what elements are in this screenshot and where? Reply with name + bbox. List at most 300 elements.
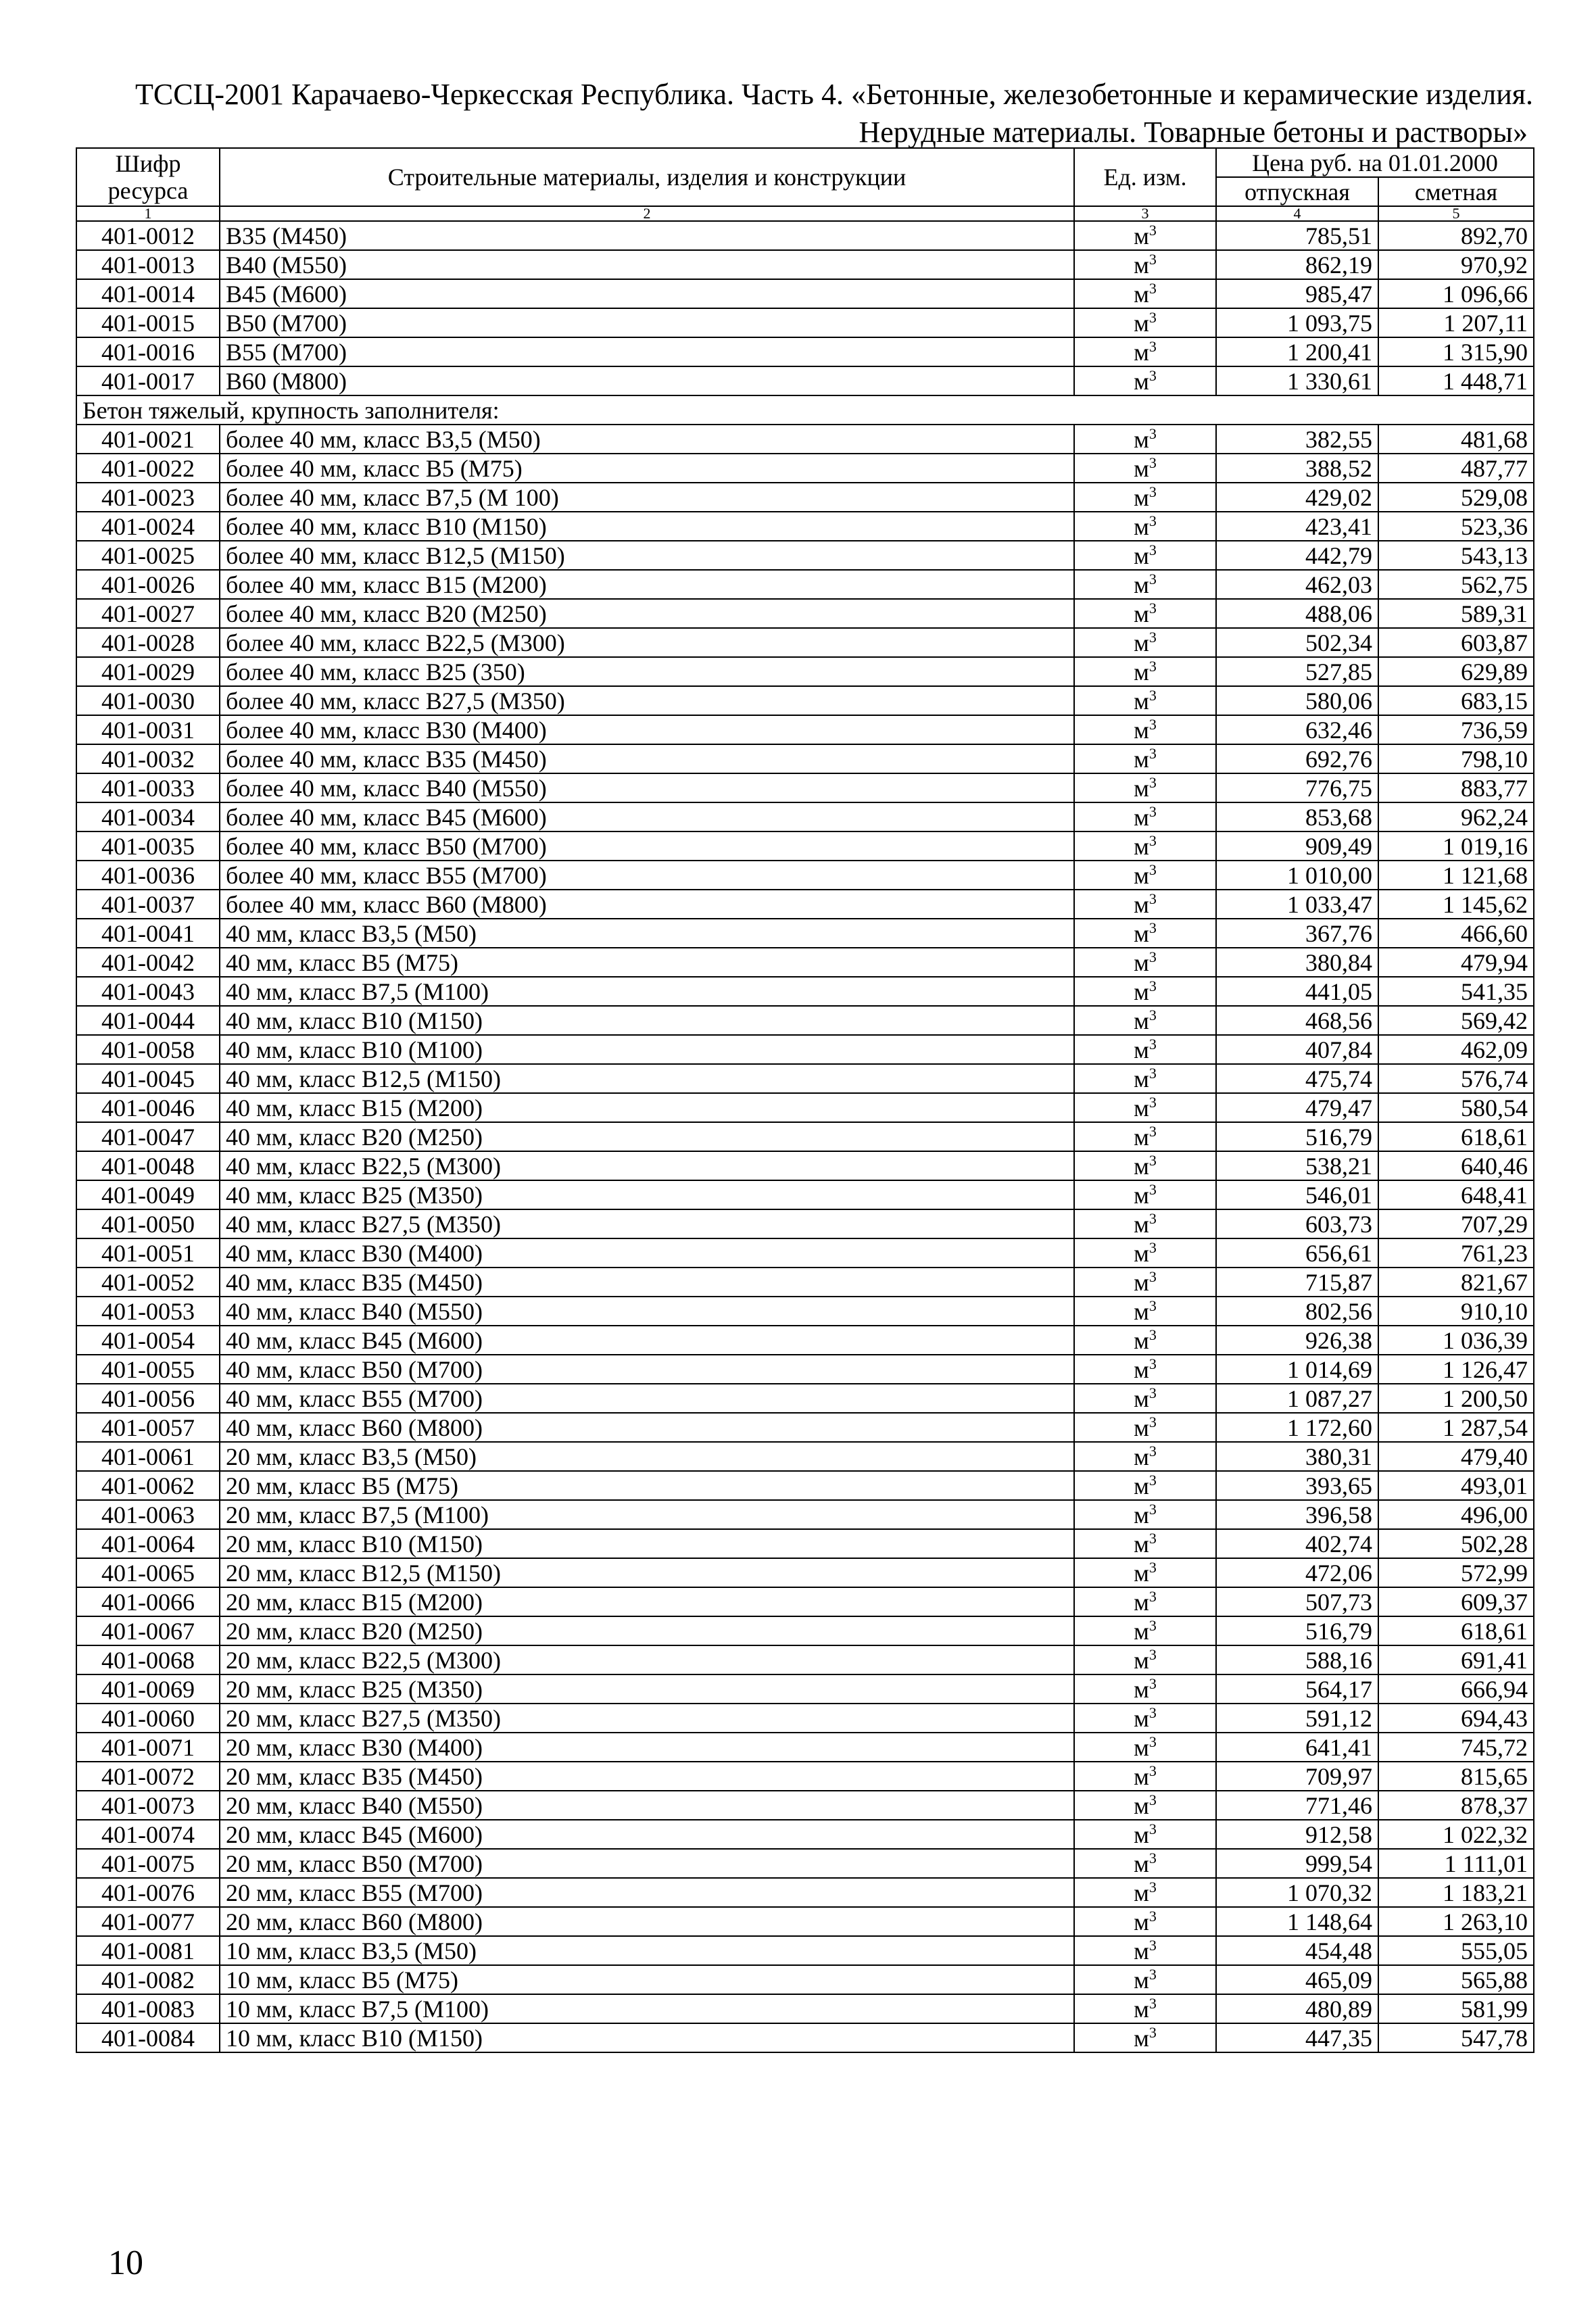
estimate-price: 640,46 <box>1378 1151 1534 1180</box>
resource-code: 401-0023 <box>76 483 220 512</box>
table-row <box>76 2023 1534 2052</box>
unit-exponent: 3 <box>1148 919 1157 936</box>
estimate-price: 589,31 <box>1378 599 1534 628</box>
table-row <box>76 628 1534 657</box>
table-row <box>76 831 1534 861</box>
release-price: 516,79 <box>1216 1616 1378 1645</box>
material-name: 20 мм, класс В15 (М200) <box>220 1587 1074 1616</box>
resource-code: 401-0015 <box>76 308 220 337</box>
unit-cell <box>1074 1529 1216 1558</box>
table-row <box>76 1791 1534 1820</box>
unit-cell <box>1074 221 1216 250</box>
estimate-price: 1 121,68 <box>1378 861 1534 890</box>
unit-cell <box>1074 1355 1216 1384</box>
unit-cell <box>1074 1558 1216 1587</box>
section-row-group <box>76 395 1534 425</box>
unit-exponent: 3 <box>1148 2023 1157 2041</box>
unit-base: м <box>1134 1646 1149 1674</box>
estimate-price: 892,70 <box>1378 221 1534 250</box>
column-number-row <box>76 206 1534 221</box>
resource-code: 401-0033 <box>76 773 220 802</box>
unit-exponent: 3 <box>1148 308 1157 326</box>
unit-base: м <box>1134 1472 1149 1499</box>
unit-cell <box>1074 657 1216 686</box>
unit-base: м <box>1134 948 1149 976</box>
unit-exponent: 3 <box>1148 1093 1157 1111</box>
unit-base: м <box>1134 2024 1149 2052</box>
unit-base: м <box>1134 425 1149 453</box>
unit-exponent: 3 <box>1148 221 1157 239</box>
material-name: 40 мм, класс В22,5 (М300) <box>220 1151 1074 1180</box>
unit-exponent: 3 <box>1148 1762 1157 1779</box>
release-price: 1 070,32 <box>1216 1878 1378 1907</box>
resource-code: 401-0016 <box>76 337 220 366</box>
material-name: более 40 мм, класс В35 (М450) <box>220 744 1074 773</box>
unit-cell <box>1074 279 1216 308</box>
table-row <box>76 1587 1534 1616</box>
unit-exponent: 3 <box>1148 483 1157 500</box>
unit-exponent: 3 <box>1148 599 1157 617</box>
estimate-price: 694,43 <box>1378 1704 1534 1733</box>
material-name: 40 мм, класс В10 (М100) <box>220 1035 1074 1064</box>
unit-base: м <box>1134 541 1149 569</box>
unit-base: м <box>1134 1414 1149 1441</box>
estimate-price: 1 207,11 <box>1378 308 1534 337</box>
release-price: 502,34 <box>1216 628 1378 657</box>
unit-exponent: 3 <box>1148 1820 1157 1837</box>
table-row <box>76 308 1534 337</box>
material-name: 20 мм, класс В55 (М700) <box>220 1878 1074 1907</box>
table-row <box>76 1936 1534 1965</box>
unit-base: м <box>1134 1850 1149 1877</box>
resource-code: 401-0028 <box>76 628 220 657</box>
resource-code: 401-0062 <box>76 1471 220 1500</box>
unit-base: м <box>1134 1443 1149 1470</box>
unit-exponent: 3 <box>1148 686 1157 704</box>
resource-code: 401-0053 <box>76 1297 220 1326</box>
unit-cell <box>1074 715 1216 744</box>
table-row <box>76 279 1534 308</box>
table-row <box>76 1529 1534 1558</box>
estimate-price: 555,05 <box>1378 1936 1534 1965</box>
estimate-price: 618,61 <box>1378 1616 1534 1645</box>
unit-base: м <box>1134 1820 1149 1848</box>
unit-base: м <box>1134 1559 1149 1587</box>
estimate-price: 541,35 <box>1378 977 1534 1006</box>
unit-cell <box>1074 1180 1216 1209</box>
material-name: 10 мм, класс В3,5 (М50) <box>220 1936 1074 1965</box>
unit-cell <box>1074 744 1216 773</box>
table-row <box>76 366 1534 395</box>
table-row <box>76 686 1534 715</box>
release-price: 402,74 <box>1216 1529 1378 1558</box>
release-price: 1 014,69 <box>1216 1355 1378 1384</box>
unit-base: м <box>1134 1588 1149 1616</box>
unit-exponent: 3 <box>1148 1268 1157 1285</box>
unit-base: м <box>1134 280 1149 308</box>
material-name: В45 (М600) <box>220 279 1074 308</box>
resource-code: 401-0014 <box>76 279 220 308</box>
unit-exponent: 3 <box>1148 1151 1157 1169</box>
material-name: 20 мм, класс В35 (М450) <box>220 1762 1074 1791</box>
release-price: 429,02 <box>1216 483 1378 512</box>
unit-cell <box>1074 1907 1216 1936</box>
release-price: 388,52 <box>1216 454 1378 483</box>
release-price: 479,47 <box>1216 1093 1378 1122</box>
release-price: 1 330,61 <box>1216 366 1378 395</box>
table-row <box>76 1180 1534 1209</box>
unit-cell <box>1074 1994 1216 2023</box>
table-row <box>76 744 1534 773</box>
estimate-price: 878,37 <box>1378 1791 1534 1820</box>
unit-exponent: 3 <box>1148 1907 1157 1925</box>
release-price: 709,97 <box>1216 1762 1378 1791</box>
table-row <box>76 221 1534 250</box>
resource-code: 401-0056 <box>76 1384 220 1413</box>
release-price: 465,09 <box>1216 1965 1378 1994</box>
estimate-price: 1 200,50 <box>1378 1384 1534 1413</box>
unit-exponent: 3 <box>1148 1471 1157 1489</box>
table-row <box>76 1297 1534 1326</box>
release-price: 603,73 <box>1216 1209 1378 1238</box>
release-price: 580,06 <box>1216 686 1378 715</box>
table-row <box>76 483 1534 512</box>
unit-cell <box>1074 2023 1216 2052</box>
unit-exponent: 3 <box>1148 1413 1157 1430</box>
resource-code: 401-0041 <box>76 919 220 948</box>
material-name: 40 мм, класс В12,5 (М150) <box>220 1064 1074 1093</box>
release-price: 488,06 <box>1216 599 1378 628</box>
resource-code: 401-0055 <box>76 1355 220 1384</box>
unit-cell <box>1074 1238 1216 1268</box>
unit-cell <box>1074 366 1216 395</box>
unit-cell <box>1074 1326 1216 1355</box>
section-heading: Бетон тяжелый, крупность заполнителя: <box>76 395 1534 425</box>
estimate-price: 1 183,21 <box>1378 1878 1534 1907</box>
resource-code: 401-0081 <box>76 1936 220 1965</box>
unit-exponent: 3 <box>1148 1791 1157 1808</box>
unit-base: м <box>1134 1094 1149 1121</box>
material-name: В40 (М550) <box>220 250 1074 279</box>
title-line-2: Нерудные материалы. Товарные бетоны и растворы» <box>859 116 1528 149</box>
estimate-price: 707,29 <box>1378 1209 1534 1238</box>
release-price: 656,61 <box>1216 1238 1378 1268</box>
resource-code: 401-0037 <box>76 890 220 919</box>
material-name: более 40 мм, класс В10 (М150) <box>220 512 1074 541</box>
unit-cell <box>1074 1820 1216 1849</box>
unit-exponent: 3 <box>1148 1733 1157 1750</box>
table-row <box>76 1733 1534 1762</box>
unit-base: м <box>1134 1501 1149 1528</box>
unit-exponent: 3 <box>1148 512 1157 529</box>
release-price: 468,56 <box>1216 1006 1378 1035</box>
release-price: 909,49 <box>1216 831 1378 861</box>
resource-code: 401-0042 <box>76 948 220 977</box>
unit-base: м <box>1134 861 1149 889</box>
unit-cell <box>1074 948 1216 977</box>
resource-code: 401-0060 <box>76 1704 220 1733</box>
unit-cell <box>1074 454 1216 483</box>
unit-cell <box>1074 1093 1216 1122</box>
material-name: более 40 мм, класс В3,5 (М50) <box>220 425 1074 454</box>
unit-exponent: 3 <box>1148 1180 1157 1198</box>
table-row <box>76 1093 1534 1122</box>
unit-cell <box>1074 425 1216 454</box>
table-row <box>76 1326 1534 1355</box>
resource-code: 401-0064 <box>76 1529 220 1558</box>
column-number: 3 <box>1074 206 1216 221</box>
unit-base: м <box>1134 338 1149 366</box>
release-price: 591,12 <box>1216 1704 1378 1733</box>
unit-exponent: 3 <box>1148 1849 1157 1866</box>
release-price: 546,01 <box>1216 1180 1378 1209</box>
price-table <box>76 147 1534 2053</box>
estimate-price: 523,36 <box>1378 512 1534 541</box>
resource-code: 401-0057 <box>76 1413 220 1442</box>
table-row <box>76 715 1534 744</box>
resource-code: 401-0058 <box>76 1035 220 1064</box>
table-row <box>76 1878 1534 1907</box>
resource-code: 401-0032 <box>76 744 220 773</box>
release-price: 1 093,75 <box>1216 308 1378 337</box>
table-body-top <box>76 221 1534 395</box>
table-row <box>76 802 1534 831</box>
unit-base: м <box>1134 1326 1149 1354</box>
resource-code: 401-0031 <box>76 715 220 744</box>
material-name: более 40 мм, класс В40 (М550) <box>220 773 1074 802</box>
unit-cell <box>1074 628 1216 657</box>
estimate-price: 609,37 <box>1378 1587 1534 1616</box>
estimate-price: 580,54 <box>1378 1093 1534 1122</box>
resource-code: 401-0045 <box>76 1064 220 1093</box>
material-name: более 40 мм, класс В7,5 (М 100) <box>220 483 1074 512</box>
resource-code: 401-0043 <box>76 977 220 1006</box>
estimate-price: 547,78 <box>1378 2023 1534 2052</box>
unit-exponent: 3 <box>1148 657 1157 675</box>
page-number: 10 <box>108 2244 143 2282</box>
release-price: 423,41 <box>1216 512 1378 541</box>
unit-exponent: 3 <box>1148 1297 1157 1314</box>
unit-cell <box>1074 1035 1216 1064</box>
unit-base: м <box>1134 367 1149 395</box>
resource-code: 401-0047 <box>76 1122 220 1151</box>
estimate-price: 629,89 <box>1378 657 1534 686</box>
material-name: 40 мм, класс В60 (М800) <box>220 1413 1074 1442</box>
material-name: 40 мм, класс В10 (М150) <box>220 1006 1074 1035</box>
material-name: 20 мм, класс В60 (М800) <box>220 1907 1074 1936</box>
unit-exponent: 3 <box>1148 1587 1157 1605</box>
table-row <box>76 1558 1534 1587</box>
material-name: 10 мм, класс В10 (М150) <box>220 2023 1074 2052</box>
unit-exponent: 3 <box>1148 861 1157 878</box>
material-name: 40 мм, класс В35 (М450) <box>220 1268 1074 1297</box>
estimate-price: 815,65 <box>1378 1762 1534 1791</box>
unit-cell <box>1074 1122 1216 1151</box>
unit-cell <box>1074 1384 1216 1413</box>
unit-cell <box>1074 861 1216 890</box>
release-price: 999,54 <box>1216 1849 1378 1878</box>
material-name: 40 мм, класс В15 (М200) <box>220 1093 1074 1122</box>
resource-code: 401-0021 <box>76 425 220 454</box>
resource-code: 401-0034 <box>76 802 220 831</box>
unit-base: м <box>1134 629 1149 656</box>
release-price: 776,75 <box>1216 773 1378 802</box>
table-row <box>76 1064 1534 1093</box>
unit-base: м <box>1134 1617 1149 1645</box>
unit-exponent: 3 <box>1148 628 1157 646</box>
header-release-price: отпускная <box>1216 177 1378 206</box>
unit-cell <box>1074 1151 1216 1180</box>
resource-code: 401-0027 <box>76 599 220 628</box>
material-name: В55 (М700) <box>220 337 1074 366</box>
unit-base: м <box>1134 251 1149 279</box>
estimate-price: 798,10 <box>1378 744 1534 773</box>
estimate-price: 562,75 <box>1378 570 1534 599</box>
unit-cell <box>1074 1674 1216 1704</box>
header-name: Строительные материалы, изделия и конструкции <box>220 148 1074 206</box>
estimate-price: 1 263,10 <box>1378 1907 1534 1936</box>
header-code: Шифр ресурса <box>76 148 220 206</box>
unit-base: м <box>1134 1210 1149 1238</box>
table-row <box>76 1209 1534 1238</box>
table-row <box>76 1151 1534 1180</box>
unit-cell <box>1074 512 1216 541</box>
resource-code: 401-0022 <box>76 454 220 483</box>
unit-exponent: 3 <box>1148 773 1157 791</box>
unit-base: м <box>1134 1704 1149 1732</box>
unit-exponent: 3 <box>1148 831 1157 849</box>
table-row <box>76 1965 1534 1994</box>
unit-cell <box>1074 1471 1216 1500</box>
unit-exponent: 3 <box>1148 279 1157 297</box>
material-name: 40 мм, класс В40 (М550) <box>220 1297 1074 1326</box>
resource-code: 401-0026 <box>76 570 220 599</box>
table-row <box>76 773 1534 802</box>
unit-cell <box>1074 1936 1216 1965</box>
resource-code: 401-0067 <box>76 1616 220 1645</box>
material-name: 20 мм, класс В30 (М400) <box>220 1733 1074 1762</box>
estimate-price: 736,59 <box>1378 715 1534 744</box>
release-price: 715,87 <box>1216 1268 1378 1297</box>
unit-cell <box>1074 1064 1216 1093</box>
resource-code: 401-0061 <box>76 1442 220 1471</box>
release-price: 1 172,60 <box>1216 1413 1378 1442</box>
material-name: 40 мм, класс В5 (М75) <box>220 948 1074 977</box>
resource-code: 401-0076 <box>76 1878 220 1907</box>
unit-exponent: 3 <box>1148 454 1157 471</box>
release-price: 1 200,41 <box>1216 337 1378 366</box>
resource-code: 401-0077 <box>76 1907 220 1936</box>
unit-base: м <box>1134 658 1149 685</box>
table-row <box>76 1355 1534 1384</box>
table-row <box>76 1500 1534 1529</box>
unit-base: м <box>1134 978 1149 1005</box>
unit-base: м <box>1134 600 1149 627</box>
unit-exponent: 3 <box>1148 890 1157 907</box>
table-row <box>76 1238 1534 1268</box>
estimate-price: 462,09 <box>1378 1035 1534 1064</box>
estimate-price: 666,94 <box>1378 1674 1534 1704</box>
table-row <box>76 1820 1534 1849</box>
estimate-price: 1 096,66 <box>1378 279 1534 308</box>
resource-code: 401-0066 <box>76 1587 220 1616</box>
release-price: 367,76 <box>1216 919 1378 948</box>
resource-code: 401-0036 <box>76 861 220 890</box>
unit-cell <box>1074 802 1216 831</box>
table-row <box>76 1122 1534 1151</box>
material-name: 20 мм, класс В50 (М700) <box>220 1849 1074 1878</box>
release-price: 382,55 <box>1216 425 1378 454</box>
release-price: 862,19 <box>1216 250 1378 279</box>
unit-cell <box>1074 831 1216 861</box>
unit-exponent: 3 <box>1148 1936 1157 1954</box>
unit-base: м <box>1134 774 1149 802</box>
table-row <box>76 1035 1534 1064</box>
unit-cell <box>1074 541 1216 570</box>
resource-code: 401-0075 <box>76 1849 220 1878</box>
estimate-price: 683,15 <box>1378 686 1534 715</box>
unit-base: м <box>1134 1239 1149 1267</box>
release-price: 527,85 <box>1216 657 1378 686</box>
header-estimate-price: сметная <box>1378 177 1534 206</box>
material-name: более 40 мм, класс В25 (350) <box>220 657 1074 686</box>
table-row <box>76 250 1534 279</box>
estimate-price: 1 019,16 <box>1378 831 1534 861</box>
unit-cell <box>1074 686 1216 715</box>
unit-cell <box>1074 1849 1216 1878</box>
estimate-price: 479,94 <box>1378 948 1534 977</box>
table-row <box>76 977 1534 1006</box>
estimate-price: 487,77 <box>1378 454 1534 483</box>
unit-base: м <box>1134 1123 1149 1151</box>
estimate-price: 970,92 <box>1378 250 1534 279</box>
unit-base: м <box>1134 1036 1149 1063</box>
estimate-price: 691,41 <box>1378 1645 1534 1674</box>
material-name: 40 мм, класс В3,5 (М50) <box>220 919 1074 948</box>
material-name: более 40 мм, класс В50 (М700) <box>220 831 1074 861</box>
release-price: 475,74 <box>1216 1064 1378 1093</box>
unit-cell <box>1074 1762 1216 1791</box>
material-name: 40 мм, класс В45 (М600) <box>220 1326 1074 1355</box>
resource-code: 401-0050 <box>76 1209 220 1238</box>
unit-exponent: 3 <box>1148 1558 1157 1576</box>
unit-exponent: 3 <box>1148 1326 1157 1343</box>
table-row <box>76 541 1534 570</box>
unit-cell <box>1074 890 1216 919</box>
unit-exponent: 3 <box>1148 1238 1157 1256</box>
table-row <box>76 1471 1534 1500</box>
resource-code: 401-0044 <box>76 1006 220 1035</box>
unit-cell <box>1074 570 1216 599</box>
column-number: 4 <box>1216 206 1378 221</box>
table-row <box>76 919 1534 948</box>
estimate-price: 1 111,01 <box>1378 1849 1534 1878</box>
release-price: 380,84 <box>1216 948 1378 977</box>
unit-base: м <box>1134 1908 1149 1935</box>
unit-exponent: 3 <box>1148 1994 1157 2012</box>
release-price: 538,21 <box>1216 1151 1378 1180</box>
resource-code: 401-0024 <box>76 512 220 541</box>
table-row <box>76 1674 1534 1704</box>
release-price: 442,79 <box>1216 541 1378 570</box>
unit-cell <box>1074 337 1216 366</box>
table-row <box>76 454 1534 483</box>
release-price: 632,46 <box>1216 715 1378 744</box>
material-name: более 40 мм, класс В15 (М200) <box>220 570 1074 599</box>
release-price: 785,51 <box>1216 221 1378 250</box>
unit-cell <box>1074 773 1216 802</box>
column-number: 1 <box>76 206 220 221</box>
